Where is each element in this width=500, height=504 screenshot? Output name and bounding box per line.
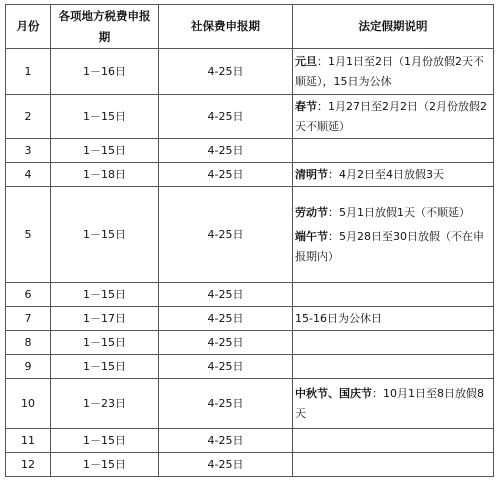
table-row [6, 379, 494, 429]
table-row [6, 163, 494, 187]
holiday-note-cell [293, 95, 494, 139]
note-line [295, 384, 491, 424]
social-cell: 4-25日 [159, 283, 293, 307]
holiday-name: 春节 [295, 99, 317, 113]
tax-schedule-table [5, 4, 494, 477]
local-tax-cell: 1－18日 [51, 163, 159, 187]
local-tax-cell: 1－15日 [51, 283, 159, 307]
social-cell: 4-25日 [159, 139, 293, 163]
holiday-name: 清明节 [295, 167, 328, 181]
header-local-tax: 各项地方税费申报期 [51, 5, 159, 49]
holiday-name: 端午节 [295, 229, 328, 243]
table-row [6, 187, 494, 283]
table-row [6, 49, 494, 95]
social-cell: 4-25日 [159, 95, 293, 139]
local-tax-cell: 1－15日 [51, 453, 159, 477]
local-tax-cell: 1－15日 [51, 355, 159, 379]
header-social-insurance: 社保费申报期 [159, 5, 293, 49]
holiday-detail: ：1月1日至2日（1月份放假2天不顺延），15日为公休 [295, 54, 484, 88]
note-line [295, 97, 491, 137]
local-tax-cell: 1－15日 [51, 429, 159, 453]
month-cell: 11 [6, 429, 51, 453]
local-tax-cell: 1－17日 [51, 307, 159, 331]
month-cell: 9 [6, 355, 51, 379]
table-row [6, 355, 494, 379]
holiday-detail: ：1月27日至2月2日（2月份放假2天不顺延） [295, 99, 487, 133]
header-month: 月份 [6, 5, 51, 49]
social-cell: 4-25日 [159, 163, 293, 187]
holiday-note-cell [293, 187, 494, 283]
month-cell: 4 [6, 163, 51, 187]
social-cell: 4-25日 [159, 429, 293, 453]
local-tax-cell: 1－15日 [51, 95, 159, 139]
holiday-name: 元旦 [295, 54, 317, 68]
holiday-detail: 15-16日为公休日 [295, 311, 382, 325]
note-line [295, 309, 491, 329]
month-cell: 2 [6, 95, 51, 139]
note-line [295, 165, 491, 185]
month-cell: 3 [6, 139, 51, 163]
holiday-detail: ：5月1日放假1天（不顺延） [328, 205, 470, 219]
holiday-note-cell [293, 49, 494, 95]
table-header-row [6, 5, 494, 49]
month-cell: 5 [6, 187, 51, 283]
local-tax-cell: 1－15日 [51, 187, 159, 283]
table-row [6, 95, 494, 139]
holiday-note-cell [293, 453, 494, 477]
table-row [6, 139, 494, 163]
holiday-detail: ：4月2日至4日放假3天 [328, 167, 444, 181]
note-line [295, 52, 491, 92]
holiday-name: 劳动节 [295, 205, 328, 219]
holiday-note-cell [293, 139, 494, 163]
table-row [6, 429, 494, 453]
holiday-note-cell [293, 163, 494, 187]
note-line [295, 227, 491, 267]
local-tax-cell: 1－16日 [51, 49, 159, 95]
holiday-note-cell [293, 283, 494, 307]
holiday-note-cell [293, 307, 494, 331]
holiday-note-cell [293, 429, 494, 453]
note-line [295, 203, 491, 223]
holiday-note-cell [293, 355, 494, 379]
social-cell: 4-25日 [159, 307, 293, 331]
month-cell: 7 [6, 307, 51, 331]
holiday-detail: ：10月1日至8日放假8天 [295, 386, 484, 420]
holiday-note-cell [293, 379, 494, 429]
holiday-name: 中秋节、国庆节 [295, 386, 372, 400]
month-cell: 6 [6, 283, 51, 307]
social-cell: 4-25日 [159, 453, 293, 477]
month-cell: 12 [6, 453, 51, 477]
table-row [6, 307, 494, 331]
local-tax-cell: 1－15日 [51, 331, 159, 355]
local-tax-cell: 1－15日 [51, 139, 159, 163]
holiday-note-cell [293, 331, 494, 355]
social-cell: 4-25日 [159, 49, 293, 95]
holiday-detail: ：5月28日至30日放假（不在申报期内） [295, 229, 484, 263]
month-cell: 1 [6, 49, 51, 95]
header-holiday-notes: 法定假期说明 [293, 5, 494, 49]
social-cell: 4-25日 [159, 355, 293, 379]
table-body [6, 49, 494, 477]
month-cell: 8 [6, 331, 51, 355]
social-cell: 4-25日 [159, 379, 293, 429]
social-cell: 4-25日 [159, 331, 293, 355]
social-cell: 4-25日 [159, 187, 293, 283]
month-cell: 10 [6, 379, 51, 429]
local-tax-cell: 1－23日 [51, 379, 159, 429]
table-row [6, 283, 494, 307]
table-row [6, 453, 494, 477]
table-row [6, 331, 494, 355]
